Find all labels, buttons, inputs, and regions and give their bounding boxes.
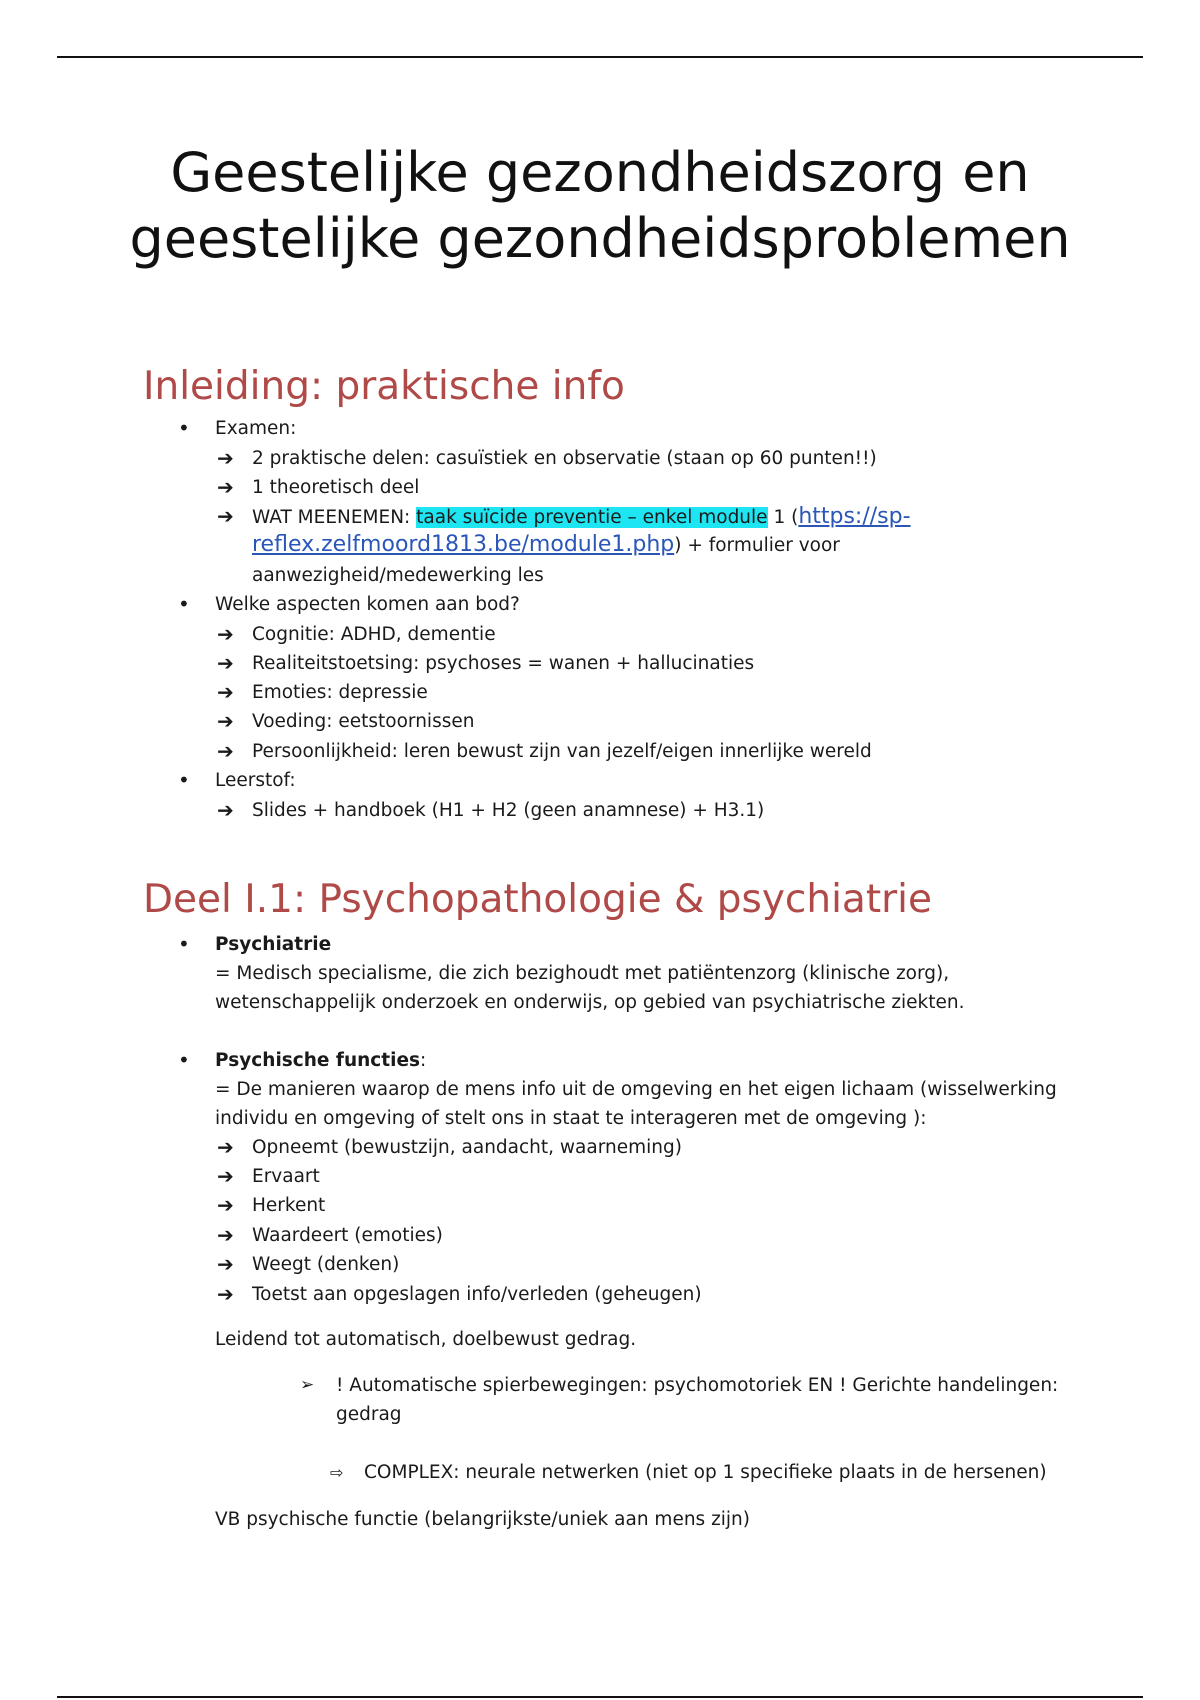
meenemen-line-3: aanwezigheid/medewerking les xyxy=(252,565,544,586)
meenemen-line-2 xyxy=(252,530,840,560)
aspect-item: Persoonlijkheid: leren bewust zijn van jezelf/eigen innerlijke wereld xyxy=(252,741,872,762)
functie-item: Weegt (denken) xyxy=(252,1254,400,1275)
outline-arrow-icon: ⇨ xyxy=(330,1463,344,1482)
bullet-icon: • xyxy=(178,932,190,956)
functies-heading xyxy=(215,1046,426,1075)
arrow-right-icon: ➔ xyxy=(217,475,234,499)
arrow-right-icon: ➔ xyxy=(217,446,234,470)
arrow-right-icon: ➔ xyxy=(217,651,234,675)
bottom-rule xyxy=(57,1696,1143,1698)
arrow-right-icon: ➔ xyxy=(217,798,234,822)
bullet-icon: • xyxy=(178,1048,190,1072)
arrow-right-icon: ➔ xyxy=(217,504,234,528)
bullet-icon: • xyxy=(178,416,190,440)
meenemen-mid: 1 ( xyxy=(767,507,799,528)
examen-item: 2 praktische delen: casuïstiek en observatie (staan op 60 punten!!) xyxy=(252,448,877,469)
document-title: Geestelijke gezondheidszorg en geestelijke gezondheidsproblemen xyxy=(129,141,1071,270)
sub-point-line: gedrag xyxy=(336,1404,402,1425)
arrow-right-icon: ➔ xyxy=(217,1193,234,1217)
arrow-right-icon: ➔ xyxy=(217,1164,234,1188)
module-link-continued[interactable]: reflex.zelfmoord1813.be/module1.php xyxy=(252,532,675,557)
aspecten-label: Welke aspecten komen aan bod? xyxy=(215,594,520,615)
functie-item: Herkent xyxy=(252,1195,326,1216)
bullet-icon: • xyxy=(178,768,190,792)
arrow-right-icon: ➔ xyxy=(217,1135,234,1159)
functie-item: Waardeert (emoties) xyxy=(252,1225,443,1246)
functie-item: Opneemt (bewustzijn, aandacht, waarneming) xyxy=(252,1137,682,1158)
arrow-right-icon: ➔ xyxy=(217,709,234,733)
psychiatrie-definition: wetenschappelijk onderzoek en onderwijs, op gebied van psychiatrische ziekten. xyxy=(215,992,965,1013)
arrowhead-icon: ➢ xyxy=(300,1375,315,1395)
leerstof-label: Leerstof: xyxy=(215,770,296,791)
aspect-item: Emoties: depressie xyxy=(252,682,428,703)
functie-item: Ervaart xyxy=(252,1166,320,1187)
arrow-right-icon: ➔ xyxy=(217,622,234,646)
sub-point-line: ! Automatische spierbewegingen: psychomotoriek EN ! Gerichte handelingen: xyxy=(336,1375,1059,1396)
functies-colon: : xyxy=(420,1050,427,1071)
arrow-right-icon: ➔ xyxy=(217,1282,234,1306)
top-rule xyxy=(57,56,1143,58)
complex-line: COMPLEX: neurale netwerken (niet op 1 specifieke plaats in de hersenen) xyxy=(364,1462,1047,1483)
meenemen-prefix: WAT MEENEMEN: xyxy=(252,507,417,528)
aspect-item: Cognitie: ADHD, dementie xyxy=(252,624,496,645)
highlighted-task: taak suïcide preventie – enkel module xyxy=(416,507,768,528)
functies-definition: individu en omgeving of stelt ons in staat te interageren met de omgeving ): xyxy=(215,1108,927,1129)
functies-definition: = De manieren waarop de mens info uit de omgeving en het eigen lichaam (wisselwerking xyxy=(215,1079,1057,1100)
aspect-item: Voeding: eetstoornissen xyxy=(252,711,475,732)
leerstof-item: Slides + handboek (H1 + H2 (geen anamnese) + H3.1) xyxy=(252,800,765,821)
aspect-item: Realiteitstoetsing: psychoses = wanen + hallucinaties xyxy=(252,653,755,674)
section-heading-deel: Deel I.1: Psychopathologie & psychiatrie xyxy=(143,877,932,922)
examen-item: 1 theoretisch deel xyxy=(252,477,420,498)
arrow-right-icon: ➔ xyxy=(217,1252,234,1276)
vb-line: VB psychische functie (belangrijkste/uniek aan mens zijn) xyxy=(215,1509,751,1530)
functie-item: Toetst aan opgeslagen info/verleden (geheugen) xyxy=(252,1284,702,1305)
psychiatrie-definition: = Medisch specialisme, die zich bezighoudt met patiëntenzorg (klinische zorg), xyxy=(215,963,950,984)
module-link[interactable]: https://sp- xyxy=(798,504,911,529)
arrow-right-icon: ➔ xyxy=(217,739,234,763)
functies-label: Psychische functies xyxy=(215,1050,421,1071)
psychiatrie-label: Psychiatrie xyxy=(215,934,332,955)
bullet-icon: • xyxy=(178,592,190,616)
arrow-right-icon: ➔ xyxy=(217,1223,234,1247)
leidend-text: Leidend tot automatisch, doelbewust gedrag. xyxy=(215,1329,637,1350)
meenemen-after: ) + formulier voor xyxy=(674,535,840,556)
examen-label: Examen: xyxy=(215,418,297,439)
section-heading-inleiding: Inleiding: praktische info xyxy=(143,364,625,409)
arrow-right-icon: ➔ xyxy=(217,680,234,704)
meenemen-line xyxy=(252,502,911,532)
